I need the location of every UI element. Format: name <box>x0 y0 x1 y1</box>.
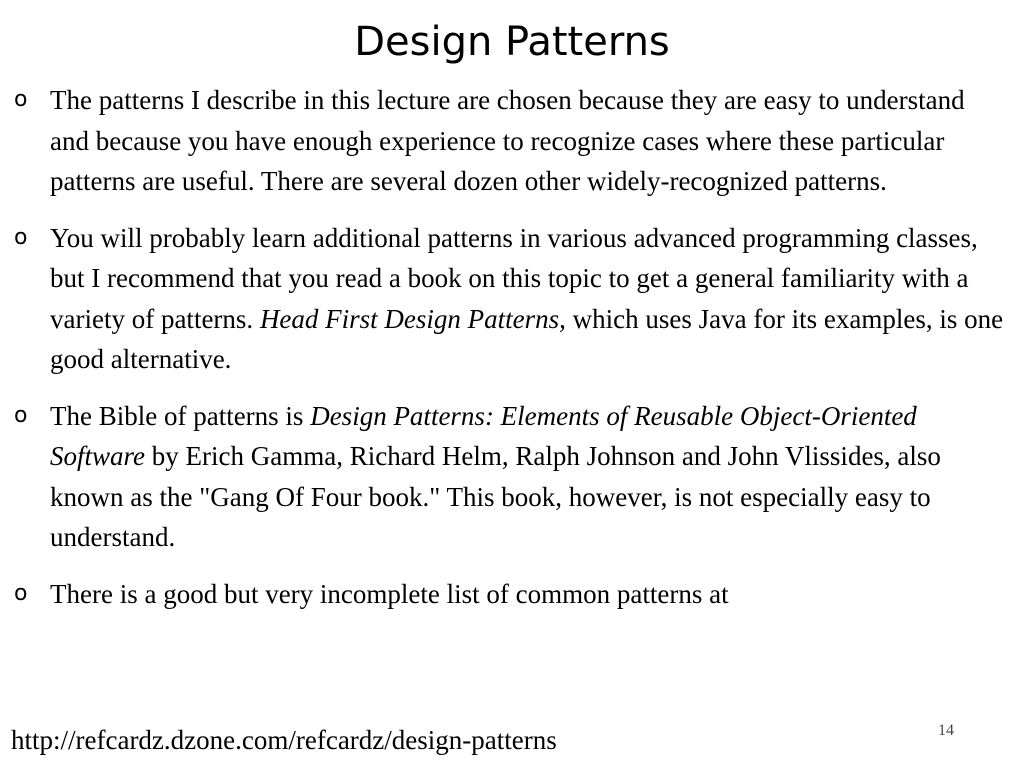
book-title: Head First Design Patterns, <box>259 303 566 334</box>
bullet-text <box>50 579 729 609</box>
bullet-marker-icon: o <box>14 402 28 428</box>
slide-number: 14 <box>938 722 954 739</box>
bullet-marker-icon: o <box>14 87 28 112</box>
bullet-text <box>50 223 1003 375</box>
reference-link[interactable]: http://refcardz.dzone.com/refcardz/design-patterns <box>11 725 557 755</box>
text-segment: by Erich Gamma, Richard Helm, Ralph Johnson and John Vlissides, also known as the "Gang Of Four book." This book, however, is not especially easy to understand. <box>50 441 941 552</box>
text-segment: which uses Java for its examples, is one good alternative. <box>50 303 1004 374</box>
text-segment: You will probably learn additional patterns in various advanced programming classes, but I recommend that you read a book on this topic to get a general familiarity with a variety of patterns. <box>50 222 978 334</box>
book-title: Design Patterns: Elements of Reusable Object-Oriented Software <box>50 400 917 471</box>
text-segment: There is a good but very incomplete list of common patterns at <box>50 578 729 609</box>
text-segment: The patterns I describe in this lecture are chosen because they are easy to understand and because you have enough experience to recognize cases where these particular patterns are useful. There are several dozen other widely-recognized patterns. <box>50 85 965 196</box>
text-segment: The Bible of patterns is <box>50 400 311 431</box>
bullet-item <box>14 80 1004 202</box>
bullet-marker-icon: o <box>14 224 28 250</box>
bullet-item <box>14 396 1004 558</box>
bullet-item <box>14 218 1004 380</box>
bullet-item <box>14 574 1004 615</box>
bullet-text <box>50 85 965 196</box>
bullet-text <box>50 401 941 553</box>
bullet-list <box>14 80 1004 630</box>
bullet-marker-icon: o <box>14 580 28 606</box>
slide-title: Design Patterns <box>354 19 670 65</box>
